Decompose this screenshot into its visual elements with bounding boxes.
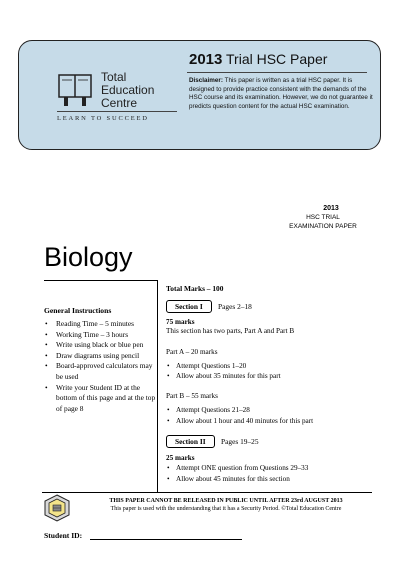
section-2-pages: Pages 19–25 (221, 437, 259, 446)
list-item: • Allow about 1 hour and 40 minutes for this part (166, 417, 313, 425)
open-book-icon (57, 71, 93, 107)
list-item: • Attempt Questions 21–28 (166, 406, 250, 414)
list-item: • Board-approved calculators may be used (44, 361, 156, 382)
footer-rule (42, 492, 372, 493)
logo-name: Total Education Centre (101, 70, 155, 110)
paper-title-text: Trial HSC Paper (226, 51, 328, 67)
list-item: • Working Time – 3 hours (44, 330, 156, 341)
section-1-desc: This section has two parts, Part A and Part B (166, 327, 295, 335)
paper-title (189, 51, 374, 68)
general-instructions-title: General Instructions (44, 306, 112, 315)
list-item: • Allow about 45 minutes for this section (166, 475, 290, 483)
subject-rule (44, 280, 157, 281)
column-divider (157, 280, 158, 492)
section-1-marks: 75 marks (166, 318, 195, 326)
section-1-pages: Pages 2–18 (218, 302, 252, 311)
title-rule (187, 72, 367, 73)
header-panel (18, 40, 381, 150)
disclaimer-label: Disclaimer: (189, 77, 223, 84)
section-2-marks: 25 marks (166, 454, 195, 462)
list-item: • Attempt Questions 1–20 (166, 362, 246, 370)
total-education-centre-logo (57, 71, 179, 131)
logo-rule (57, 111, 177, 112)
part-b-title: Part B – 55 marks (166, 392, 218, 400)
list-item: • Write your Student ID at the bottom of this page and at the top of page 8 (44, 383, 156, 415)
part-a-title: Part A – 20 marks (166, 348, 218, 356)
exam-meta-line1: HSC TRIAL (306, 214, 340, 221)
exam-year: 2013 (323, 205, 339, 212)
general-instructions-list (44, 319, 156, 414)
section-2-label: Section II (166, 435, 215, 448)
release-notice-line1: THIS PAPER CANNOT BE RELEASED IN PUBLIC UNTIL AFTER 23rd AUGUST 2013 (109, 498, 343, 504)
list-item: • Allow about 35 minutes for this part (166, 372, 281, 380)
exam-meta (238, 204, 358, 231)
list-item: • Write using black or blue pen (44, 340, 156, 351)
section-1-label: Section I (166, 300, 212, 313)
security-emblem-icon (44, 494, 70, 522)
paper-year: 2013 (189, 51, 223, 68)
list-item: • Draw diagrams using pencil (44, 351, 156, 362)
exam-meta-line2: EXAMINATION PAPER (289, 223, 357, 230)
list-item: • Reading Time – 5 minutes (44, 319, 156, 330)
list-item: • Attempt ONE question from Questions 29–33 (166, 464, 308, 472)
release-notice (78, 497, 374, 513)
disclaimer (189, 77, 373, 111)
disclaimer-text: This paper is written as a trial HSC paper. It is designed to provide practice consistent with the demands of the HSC course and its examination. However, we do not guarantee it predicts question content for the actual HSC examination. (189, 77, 373, 110)
student-id-field[interactable] (90, 539, 242, 540)
logo-tagline: LEARN TO SUCCEED (57, 115, 149, 122)
subject-title: Biology (44, 242, 133, 272)
total-marks: Total Marks – 100 (166, 284, 224, 293)
student-id-label: Student ID: (44, 531, 83, 540)
release-notice-line2: This paper is used with the understanding that it has a Security Period. ©Total Education Centre (110, 506, 342, 512)
